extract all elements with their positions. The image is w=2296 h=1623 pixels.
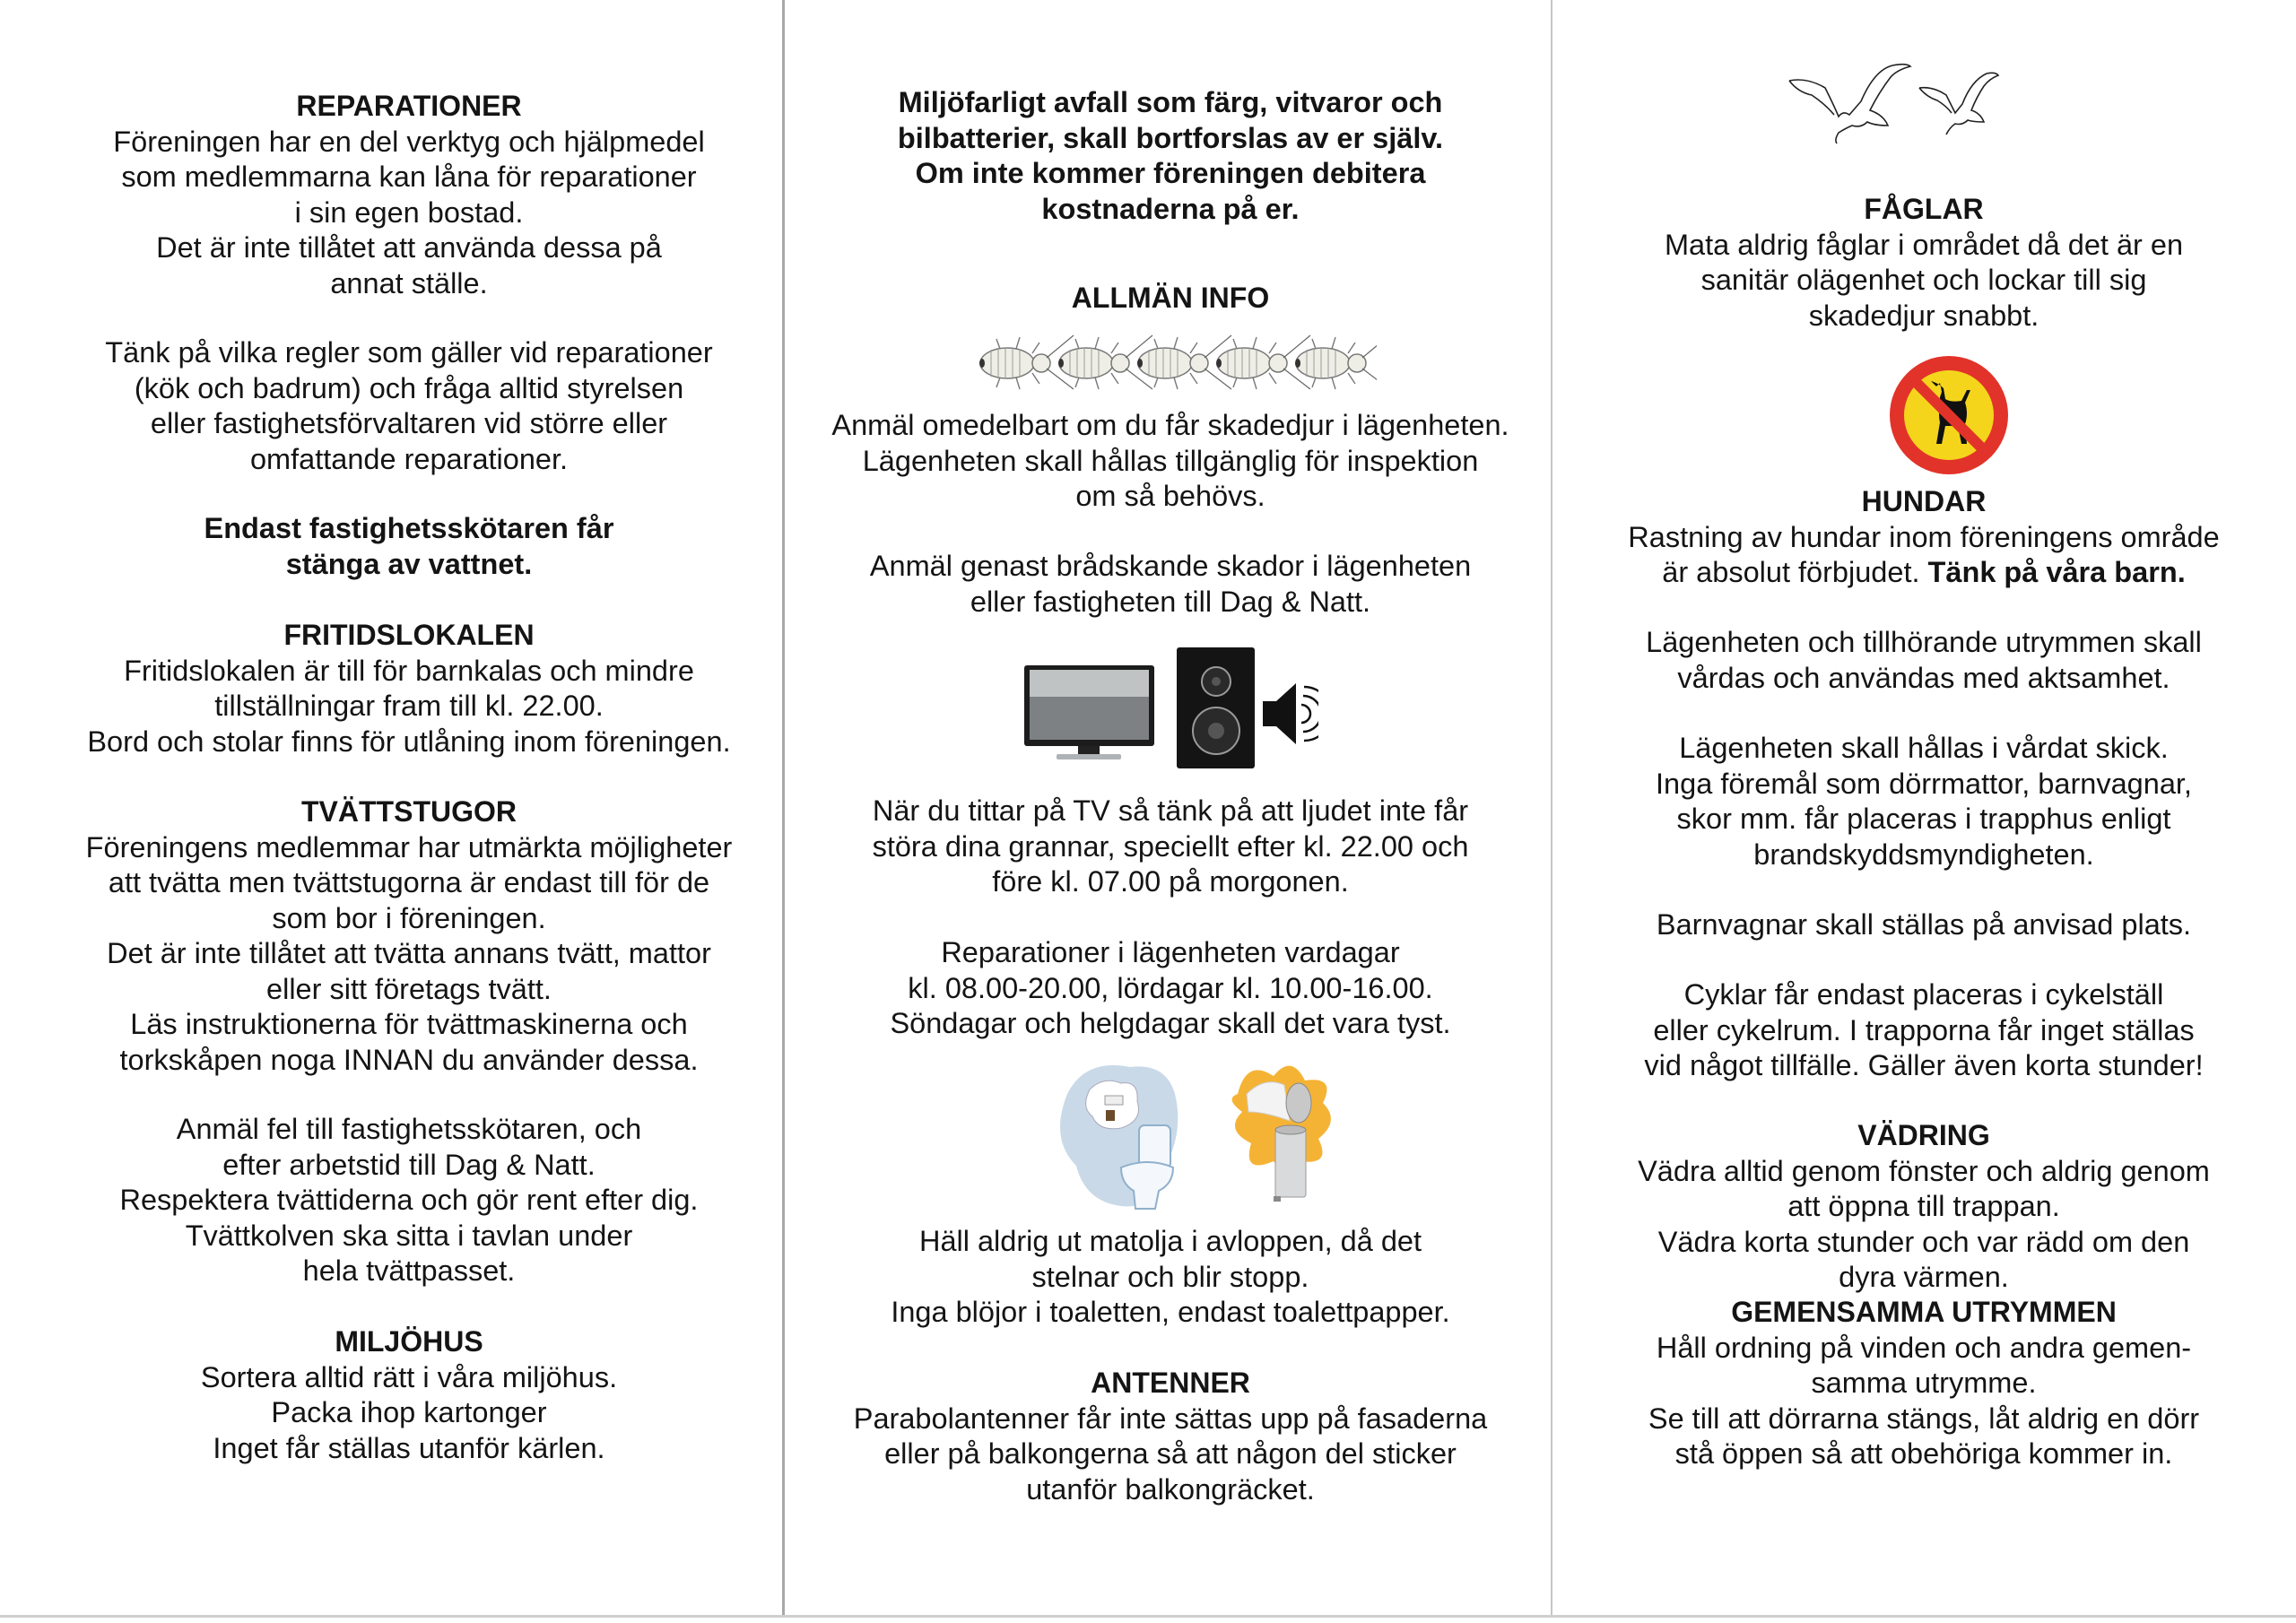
text-line: Lägenheten skall hållas i vårdat skick. [1679, 732, 2169, 764]
text-line: Inga föremål som dörrmattor, barnvagnar, [1656, 767, 2192, 800]
text-line: Endast fastighetsskötaren får [204, 512, 614, 544]
water-shutoff-notice [36, 511, 782, 582]
heading-antenner: ANTENNER [1091, 1367, 1250, 1399]
section-faglar [1556, 192, 2292, 334]
text-line: skadedjur snabbt. [1808, 299, 2039, 332]
text-line: Parabolantenner får inte sättas upp på fasaderna [853, 1402, 1488, 1435]
text-line: utanför balkongräcket. [1026, 1472, 1315, 1506]
text-line: annat ställe. [330, 266, 488, 299]
text-line: omfattande reparationer. [249, 442, 569, 475]
section-vadring [1556, 1118, 2292, 1296]
text-line: Häll aldrig ut matolja i avloppen, då det [918, 1225, 1422, 1257]
section-tvattstugor [36, 794, 782, 1078]
text-line: sanitär olägenhet och lockar till sig [1700, 264, 2147, 296]
text-line: Se till att dörrarna stängs, låt aldrig en dörr [1648, 1402, 2200, 1435]
text-line: Barnvagnar skall ställas på anvisad plats. [1656, 908, 2192, 941]
pest-icons [973, 334, 1377, 395]
text-line: Packa ihop kartonger [271, 1396, 547, 1428]
reparationer-note [36, 335, 782, 477]
text-line: vid något tillfälle. Gäller även korta stunder! [1644, 1049, 2204, 1081]
pest-notice [789, 408, 1552, 515]
text-line: Håll ordning på vinden och andra gemen- [1656, 1331, 2192, 1364]
text-line: Miljöfarligt avfall som färg, vitvaror och [898, 86, 1443, 118]
seagulls-icon [1785, 61, 2000, 151]
heading-hundar: HUNDAR [1861, 485, 1987, 517]
drain-notice [789, 1224, 1552, 1331]
text-line: kostnaderna på er. [1041, 192, 1300, 225]
text-line: Rastning av hundar inom föreningens område [1628, 520, 2220, 553]
damage-notice [789, 549, 1552, 620]
text-line: störa dina grannar, speciellt efter kl. 22.00 och [872, 829, 1469, 863]
no-dogs-sign-icon [1886, 352, 2012, 478]
text-line: Cyklar får endast placeras i cykelställ [1683, 978, 2164, 1011]
noise-icons [1022, 646, 1318, 776]
repair-hours-notice [789, 935, 1552, 1042]
text-line: Vädra korta stunder och var rädd om den [1657, 1225, 2190, 1258]
text-regular: är absolut förbjudet. [1662, 556, 1928, 588]
text-line: Vädra alltid genom fönster och aldrig genom [1638, 1154, 2210, 1187]
text-line: vårdas och användas med aktsamhet. [1677, 661, 2170, 694]
text-line: om så behövs. [1075, 480, 1265, 512]
trash-bin-icon [1232, 1066, 1331, 1202]
text-line: Läs instruktionerna för tvättmaskinerna och [130, 1008, 688, 1040]
bottom-edge [0, 1615, 2296, 1618]
text-line: Föreningens medlemmar har utmärkta möjligheter [85, 830, 733, 864]
text-line: eller cykelrum. I trapporna får inget ställas [1653, 1013, 2195, 1046]
text-line: eller på balkongerna så att någon del sticker [884, 1437, 1457, 1470]
heading-gemensamma-utrymmen: GEMENSAMMA UTRYMMEN [1731, 1296, 2117, 1328]
text-line: hela tvättpasset. [302, 1254, 516, 1287]
hazardous-waste-notice [789, 85, 1552, 227]
text-line: Respektera tvättiderna och gör rent efter dig. [119, 1184, 699, 1216]
heading-fritidslokalen: FRITIDSLOKALEN [283, 619, 535, 651]
heading-reparationer: REPARATIONER [296, 90, 522, 122]
text-line: Tvättkolven ska sitta i tavlan under [185, 1219, 633, 1252]
text-line: Tänk på vilka regler som gäller vid reparationer [105, 336, 713, 369]
text-line: som medlemmarna kan låna för reparationer [121, 161, 697, 193]
text-line: brandskyddsmyndigheten. [1753, 838, 2094, 871]
text-line: eller fastighetsförvaltaren vid större eller [150, 407, 668, 439]
bedbug-icon [1295, 335, 1377, 389]
bicycle-notice [1556, 977, 2292, 1084]
text-line: Lägenheten skall hållas tillgänglig för inspektion [862, 444, 1479, 477]
toilet-icon [1060, 1065, 1178, 1209]
column-divider-left [782, 0, 785, 1618]
text-line: tillställningar fram till kl. 22.00. [214, 690, 604, 722]
text-line: att tvätta men tvättstugorna är endast till för de [108, 866, 710, 898]
text-line: Söndagar och helgdagar skall det vara tyst. [890, 1007, 1451, 1039]
text-line: Bord och stolar finns för utlåning inom föreningen. [87, 725, 731, 758]
text-line: i sin egen bostad. [294, 195, 524, 229]
section-antenner [789, 1366, 1552, 1507]
text-line: stelnar och blir stopp. [1031, 1260, 1309, 1293]
condition-notice [1556, 731, 2292, 872]
volume-icon [1263, 683, 1318, 744]
text-emphasis: Tänk på våra barn. [1927, 556, 2186, 588]
heading-faglar: FÅGLAR [1864, 193, 1984, 225]
tv-icon [1024, 665, 1154, 759]
text-line: efter arbetstid till Dag & Natt. [222, 1148, 596, 1181]
text-line: som bor i föreningen. [272, 901, 546, 934]
text-line: Föreningen har en del verktyg och hjälpmedel [113, 125, 705, 158]
text-line: torkskåpen noga INNAN du använder dessa. [119, 1043, 699, 1076]
text-line: stå öppen så att obehöriga kommer in. [1674, 1437, 2173, 1470]
text-line: Fritidslokalen är till för barnkalas och mindre [124, 654, 694, 687]
text-line [1556, 555, 2292, 591]
text-line: Lägenheten och tillhörande utrymmen skall [1646, 626, 2202, 658]
heading-tvattstugor: TVÄTTSTUGOR [301, 795, 517, 828]
text-line: eller sitt företags tvätt. [266, 972, 552, 1005]
text-line: Det är inte tillåtet att använda dessa på [156, 231, 662, 264]
heading-vadring: VÄDRING [1857, 1119, 1990, 1151]
tv-noise-notice [789, 794, 1552, 900]
text-line: bilbatterier, skall bortforslas av er själv. [897, 121, 1444, 154]
text-line: Om inte kommer föreningen debitera [915, 157, 1426, 189]
text-line: Inga blöjor i toaletten, endast toalettpapper. [891, 1296, 1450, 1328]
section-fritidslokalen [36, 618, 782, 759]
text-line: Det är inte tillåtet att tvätta annans tvätt, mattor [107, 937, 711, 969]
heading-allman-info: ALLMÄN INFO [1071, 282, 1270, 314]
text-line: Reparationer i lägenheten vardagar [941, 936, 1400, 968]
text-line: Mata aldrig fåglar i området då det är en [1664, 228, 2184, 261]
text-line: samma utrymme. [1811, 1367, 2037, 1399]
tvattstugor-note [36, 1112, 782, 1289]
section-allman-info [789, 281, 1552, 317]
text-line: stänga av vattnet. [285, 547, 533, 580]
heading-miljohus: MILJÖHUS [335, 1325, 483, 1358]
text-line: kl. 08.00-20.00, lördagar kl. 10.00-16.00. [908, 971, 1433, 1004]
section-reparationer [36, 89, 782, 301]
text-line: att öppna till trappan. [1787, 1190, 2060, 1222]
text-line: Sortera alltid rätt i våra miljöhus. [200, 1360, 618, 1393]
text-line: När du tittar på TV så tänk på att ljudet inte får [872, 794, 1469, 827]
text-line: skor mm. får placeras i trapphus enligt [1676, 803, 2171, 835]
text-line: före kl. 07.00 på morgonen. [992, 865, 1349, 898]
drain-icons [1049, 1058, 1354, 1215]
text-line: Anmäl omedelbart om du får skadedjur i lägenheten. [831, 409, 1509, 441]
text-line: (kök och badrum) och fråga alltid styrelsen [134, 371, 684, 404]
care-notice [1556, 625, 2292, 696]
stroller-notice [1556, 907, 2292, 943]
text-line: dyra värmen. [1839, 1261, 2009, 1293]
section-gemensamma-utrymmen [1556, 1295, 2292, 1472]
text-line: Anmäl genast brådskande skador i lägenheten [869, 550, 1472, 582]
section-miljohus [36, 1324, 782, 1466]
speaker-icon [1177, 647, 1255, 768]
text-line: Anmäl fel till fastighetsskötaren, och [176, 1113, 642, 1145]
text-line: eller fastigheten till Dag & Natt. [970, 585, 1371, 618]
text-line: Inget får ställas utanför kärlen. [213, 1431, 605, 1464]
section-hundar [1556, 484, 2292, 591]
